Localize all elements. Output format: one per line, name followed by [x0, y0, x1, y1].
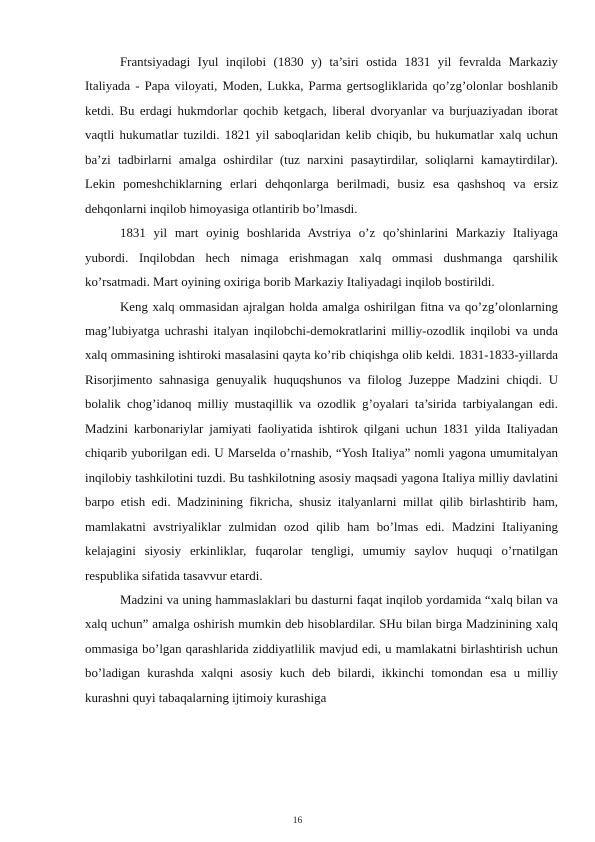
paragraph-4: Madzini va uning hammaslaklari bu dasturni faqat inqilob yordamida “xalq bilan va xalq uchun” amalga oshirish mumkin deb hisoblardilar. SHu bilan birga Madzinining xalq ommasiga bo’lgan qarashlarida ziddiyatlilik mavjud edi, u mamlakatni birlashtirish uchun bo’ladigan kurashda xalqni asosiy kuch deb bilardi, ikkinchi tomondan esa u milliy kurashni quyi tabaqalarning ijtimoiy kurashiga — [85, 592, 558, 705]
paragraph-2: 1831 yil mart oyinig boshlarida Avstriya o’z qo’shinlarini Markaziy Italiyaga yubordi. Inqilobdan hech nimaga erishmagan xalq ommasi dushmanga qarshilik ko’rsatmadi. Mart oyining oxiriga borib Markaziy Italiyadagi inqilob bostirildi. — [85, 226, 558, 290]
paragraph-1: Frantsiyadagi Iyul inqilobi (1830 y) ta’siri ostida 1831 yil fevralda Markaziy Italiyada - Papa viloyati, Moden, Lukka, Parma gertsogliklarida qo’zg’olonlar boshlanib ketdi. Bu erdagi hukmdorlar qochib ketgach, liberal dvoryanlar va burjuaziyadan iborat vaqtli hukumatlar tuzildi. 1821 yil saboqlaridan kelib chiqib, bu hukumatlar xalq uchun ba’zi tadbirlarni amalga oshirdilar (tuz narxini pasaytirdilar, soliqlarni kamaytirdilar). Lekin pomeshchiklarning erlari dehqonlarga berilmadi, busiz esa qashshoq va ersiz dehqonlarni inqilob himoyasiga otlantirib bo’lmasdi. — [85, 55, 558, 216]
paragraph-3: Keng xalq ommasidan ajralgan holda amalga oshirilgan fitna va qo’zg’olonlarning mag’lubiyatga uchrashi italyan inqilobchi-demokratlarini milliy-ozodlik inqilobi va unda xalq ommasining ishtiroki masalasini qayta ko’rib chiqishga olib keldi. 1831-1833-yillarda Risorjimento sahnasiga genuyalik huquqshunos va filolog Juzeppe Madzini chiqdi. U bolalik chog’idanoq milliy mustaqillik va ozodlik g’oyalari ta’sirida tarbiyalangan edi. Madzini karbonariylar jamiyati faoliyatida ishtirok qilgani uchun 1831 yilda Italiyadan chiqarib yuborilgan edi. U Marselda o’rnashib, “Yosh Italiya” nomli yagona umumitalyan inqilobiy tashkilotini tuzdi. Bu tashkilotning asosiy maqsadi yagona Italiya milliy davlatini barpo etish edi. Madzinining fikricha, shusiz italyanlarni millat qilib birlashtirib ham, mamlakatni avstriyaliklar zulmidan ozod qilib ham bo’lmas edi. Madzini Italiyaning kelajagini siyosiy erkinliklar, fuqarolar tengligi, umumiy saylov huquqi o’rnatilgan respublika sifatida tasavvur etardi. — [85, 299, 558, 583]
body-text — [85, 50, 558, 710]
page-number: 16 — [292, 816, 303, 826]
